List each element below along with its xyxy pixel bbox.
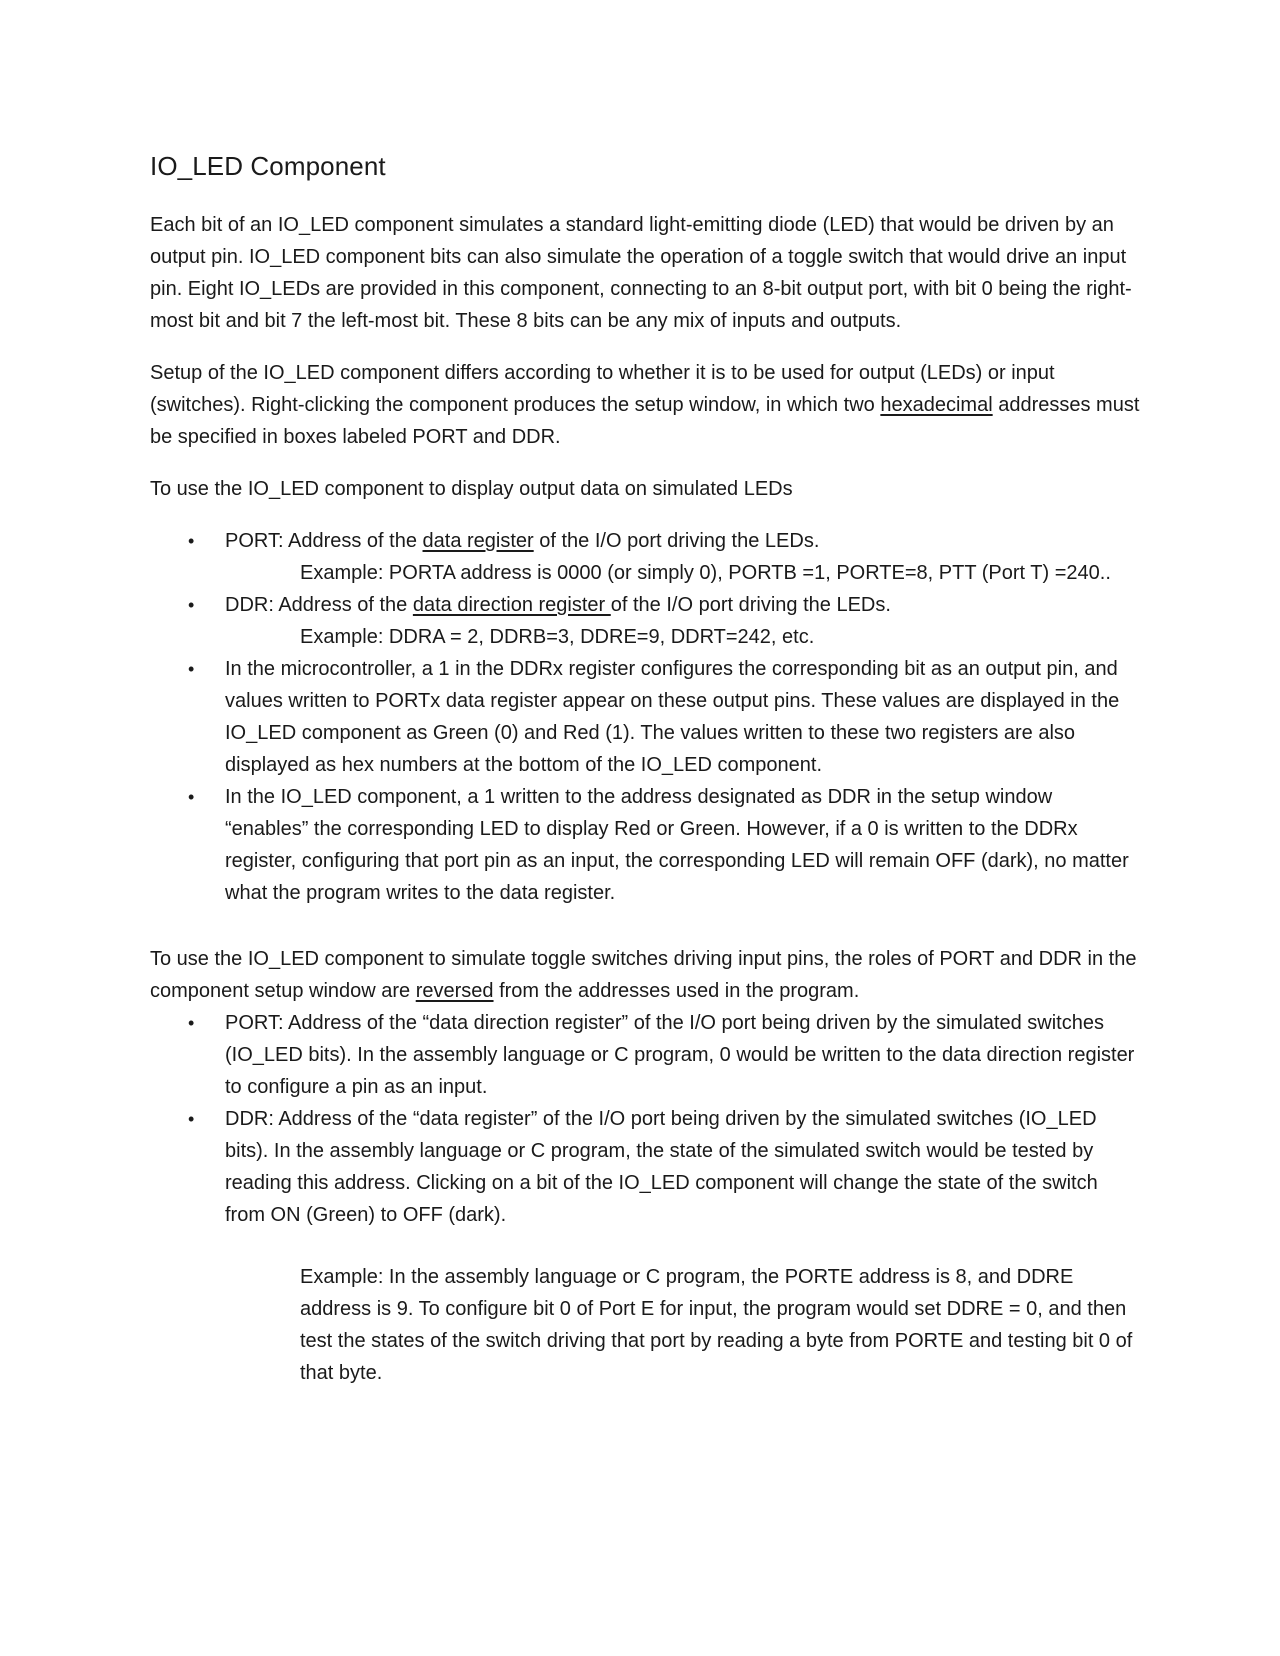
microcontroller-text: In the microcontroller, a 1 in the DDRx register configures the corresponding bit as an output pin, and values written to PORTx data register appear on these output pins. These values are displayed in the IO_LED component as Green (0) and Red (1). The values written to these two registers are also displayed as hex numbers at the bottom of the IO_LED component. [225, 658, 1120, 776]
list-item-input-port [150, 1007, 1140, 1103]
bullet-icon: • [188, 1013, 195, 1033]
list-item-output-ddr [150, 589, 1140, 653]
port-label: PORT: Address of the [225, 530, 423, 552]
setup-paragraph [150, 357, 1140, 453]
input-port-text: PORT: Address of the “data direction register” of the I/O port being driven by the simulated switches (IO_LED bits). In the assembly language or C program, 0 would be written to the data direction register to configure a pin as an input. [225, 1012, 1135, 1098]
list-item-microcontroller [150, 653, 1140, 781]
input-intro-after: from the addresses used in the program. [493, 980, 860, 1002]
list-item-output-port [150, 525, 1140, 589]
enable-text: In the IO_LED component, a 1 written to the address designated as DDR in the setup window “enables” the corresponding LED to display Red or Green. However, if a 0 is written to the DDRx register, configuring that port pin as an input, the corresponding LED will remain OFF (dark), no matter what the program writes to the data register. [225, 786, 1129, 904]
bullet-icon: • [188, 1109, 195, 1129]
input-intro-before: To use the IO_LED component to simulate toggle switches driving input pins, the roles of PORT and DDR in the component setup window are [150, 948, 1137, 1002]
intro-paragraph: Each bit of an IO_LED component simulates a standard light-emitting diode (LED) that would be driven by an output pin. IO_LED component bits can also simulate the operation of a toggle switch that would drive an input pin. Eight IO_LEDs are provided in this component, connecting to an 8-bit output port, with bit 0 being the right-most bit and bit 7 the left-most bit. These 8 bits can be any mix of inputs and outputs. [150, 214, 1132, 332]
bullet-icon: • [188, 787, 195, 807]
ddr-label: DDR: Address of the [225, 594, 413, 616]
final-example: Example: In the assembly language or C program, the PORTE address is 8, and DDRE address is 9. To configure bit 0 of Port E for input, the program would set DDRE = 0, and then test the states of the switch driving that port by reading a byte from PORTE and testing bit 0 of that byte. [300, 1266, 1133, 1384]
input-ddr-text: DDR: Address of the “data register” of the I/O port being driven by the simulated switches (IO_LED bits). In the assembly language or C program, the state of the simulated switch would be tested by reading this address. Clicking on a bit of the IO_LED component will change the state of the switch from ON (Green) to OFF (dark). [225, 1108, 1098, 1226]
list-item-input-ddr [150, 1103, 1140, 1231]
reversed-link[interactable]: reversed [415, 980, 494, 1002]
list-item-enable [150, 781, 1140, 909]
page-title: IO_LED Component [150, 151, 386, 181]
document-page [150, 150, 1140, 1389]
hexadecimal-link[interactable]: hexadecimal [880, 394, 993, 416]
bullet-icon: • [188, 659, 195, 679]
data-direction-register-link[interactable]: data direction register [412, 594, 611, 616]
port-desc: of the I/O port driving the LEDs. [533, 530, 820, 552]
port-example: Example: PORTA address is 0000 (or simply 0), PORTB =1, PORTE=8, PTT (Port T) =240.. [300, 562, 1111, 584]
setup-text-before: Setup of the IO_LED component differs according to whether it is to be used for output (LEDs) or input (switches). Right-clicking the component produces the setup window, in which two [150, 362, 1055, 416]
data-register-link[interactable]: data register [422, 530, 534, 552]
input-list [150, 1007, 1140, 1231]
output-intro: To use the IO_LED component to display output data on simulated LEDs [150, 478, 793, 500]
setup-text-after: addresses must be specified in boxes labeled PORT and DDR. [150, 394, 1140, 448]
input-intro [150, 943, 1140, 1007]
ddr-example: Example: DDRA = 2, DDRB=3, DDRE=9, DDRT=242, etc. [300, 626, 815, 648]
bullet-icon: • [188, 531, 195, 551]
output-list [150, 525, 1140, 909]
bullet-icon: • [188, 595, 195, 615]
ddr-desc: of the I/O port driving the LEDs. [610, 594, 891, 616]
